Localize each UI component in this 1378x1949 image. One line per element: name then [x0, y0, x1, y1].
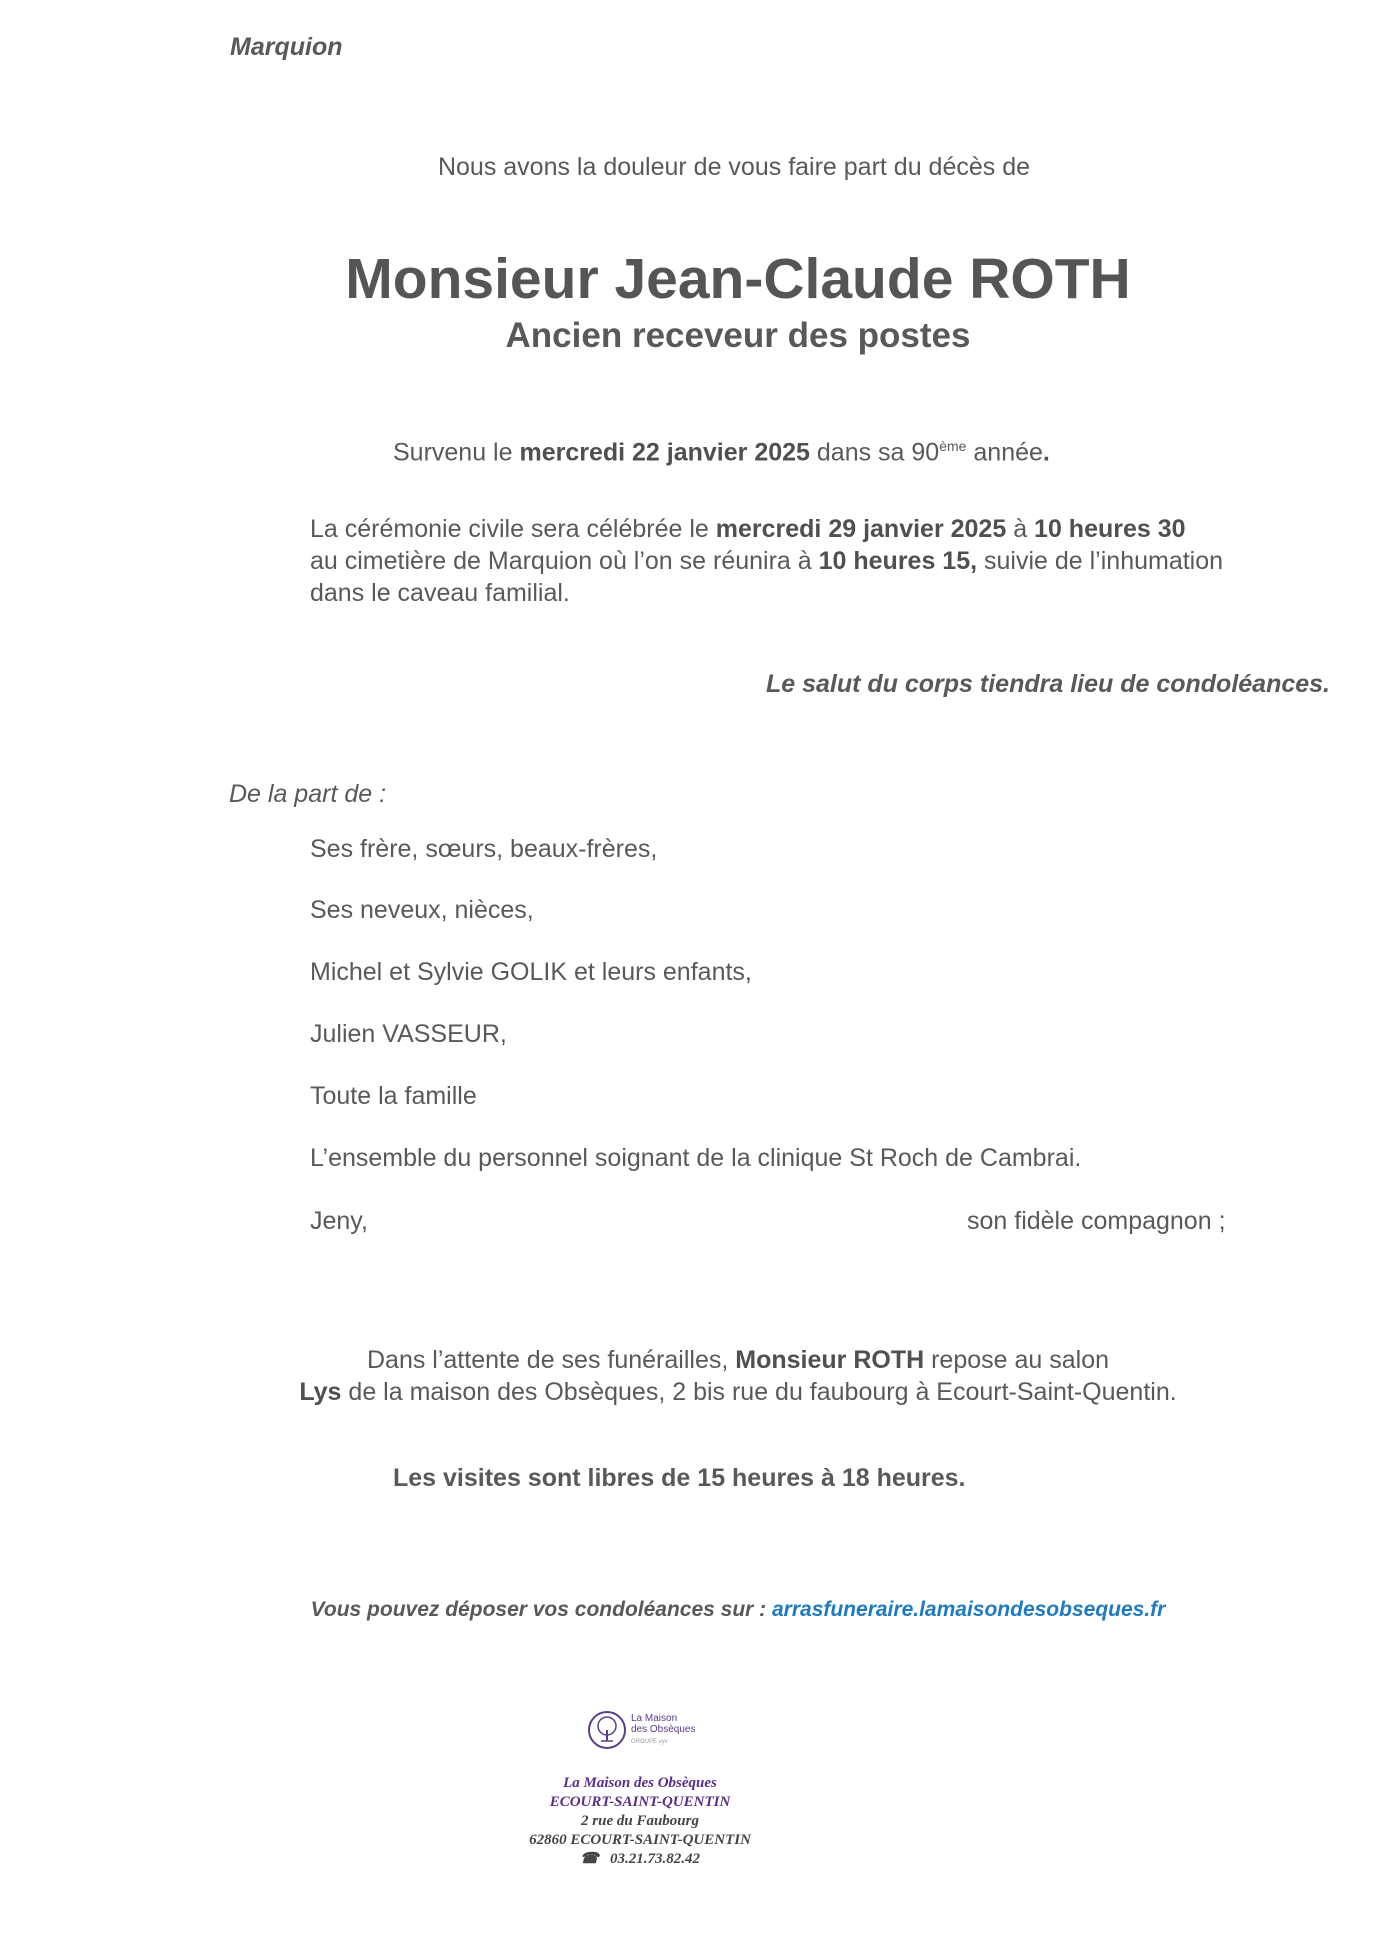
family-item: Toute la famille: [310, 1082, 477, 1110]
ceremony-time: 10 heures 30: [1034, 515, 1186, 543]
gather-time: 10 heures 15,: [818, 547, 978, 575]
visits-note: Les visites sont libres de 15 heures à 18 heures.: [393, 1464, 966, 1492]
family-item: Ses frère, sœurs, beaux-frères,: [310, 835, 658, 863]
companion-text: son fidèle compagnon ;: [967, 1207, 1226, 1235]
family-item: Julien VASSEUR,: [310, 1020, 507, 1048]
family-item: Michel et Sylvie GOLIK et leurs enfants,: [310, 958, 752, 986]
tree-logo-icon: [587, 1710, 627, 1750]
header-city: Marquion: [230, 33, 343, 61]
footer-city: ECOURT-SAINT-QUENTIN: [549, 1794, 731, 1810]
footer-postal: 62860 ECOURT-SAINT-QUENTIN: [529, 1832, 751, 1848]
salut-note: Le salut du corps tiendra lieu de condoléances.: [765, 670, 1330, 698]
condolences-link[interactable]: arrasfuneraire.lamaisondesobseques.fr: [772, 1598, 1166, 1621]
family-item: Jeny,: [310, 1207, 368, 1235]
footer-brand: La Maison des Obsèques: [563, 1775, 717, 1791]
footer-street: 2 rue du Faubourg: [581, 1813, 699, 1829]
funeral-home-paragraph: Dans l’attente de ses funérailles, Monsieur ROTH repose au salon Lys de la maison des Obsèques, 2 bis rue du faubourg à Ecourt-Saint-Quentin.: [299, 1346, 1177, 1406]
death-notice: Survenu le mercredi 22 janvier 2025 dans sa 90ème année.: [393, 438, 1050, 467]
phone-icon: ☎: [580, 1851, 599, 1867]
family-item: Ses neveux, nièces,: [310, 896, 534, 924]
footer-address: [500, 1774, 780, 1869]
intro-text: Nous avons la douleur de vous faire part du décès de: [437, 153, 1031, 181]
ceremony-paragraph: La cérémonie civile sera célébrée le mercredi 29 janvier 2025 à 10 heures 30 au cimetière de Marquion où l’on se réunira à 10 heures 15, suivie de l’inhumation dans le caveau familial.: [310, 515, 1224, 607]
ceremony-date: mercredi 29 janvier 2025: [715, 515, 1007, 543]
condolences-line: Vous pouvez déposer vos condoléances sur : arrasfuneraire.lamaisondesobseques.fr: [310, 1598, 1166, 1621]
family-item: L’ensemble du personnel soignant de la clinique St Roch de Cambrai.: [310, 1144, 1082, 1172]
funeral-home-logo: La Maison des Obsèques GROUPE vyv: [587, 1710, 696, 1750]
deceased-title: Ancien receveur des postes: [505, 316, 971, 355]
family-label: De la part de :: [229, 780, 387, 808]
deceased-name: Monsieur Jean-Claude ROTH: [345, 247, 1131, 311]
death-date: mercredi 22 janvier 2025: [519, 438, 810, 467]
footer-phone: ☎ 03.21.73.82.42: [580, 1851, 700, 1867]
